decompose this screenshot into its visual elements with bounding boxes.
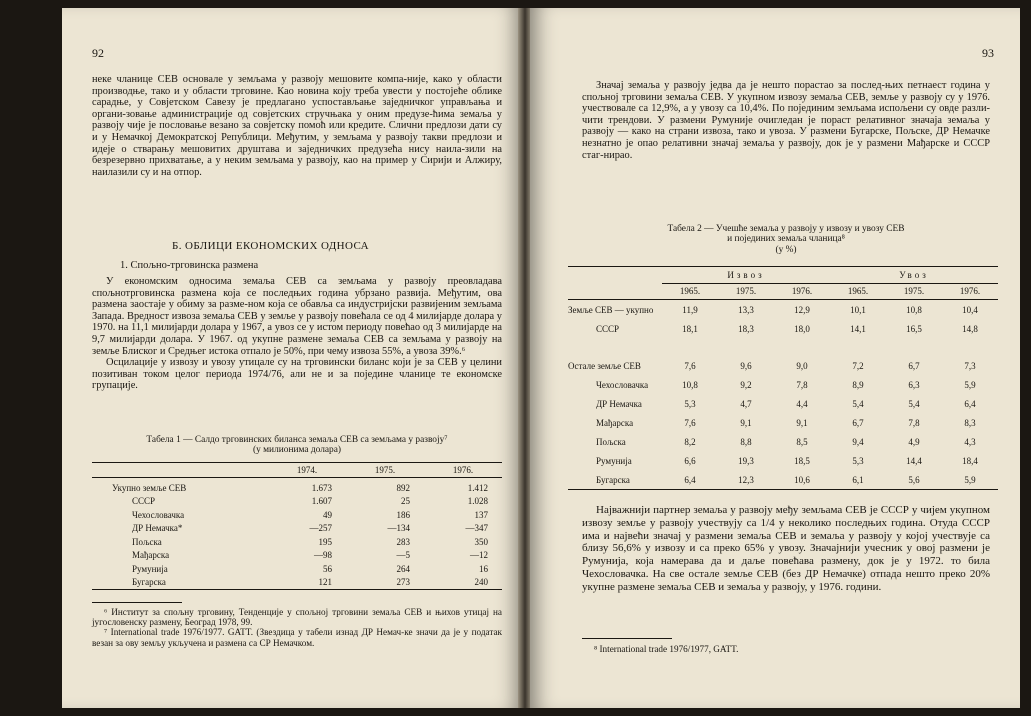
table2-caption: Табела 2 — Учешће земаља у развоју у извозу и увозу СЕВ и појединих земаља чланица⁸ (у %) — [667, 224, 905, 255]
page-number: 92 — [92, 46, 104, 60]
table-row — [568, 451, 998, 470]
cell-value: 9,4 — [852, 436, 864, 447]
cell-value: 18,0 — [794, 323, 810, 334]
group-export-header: Извоз — [662, 267, 830, 284]
body-text-lower: Најважнији партнер земаља у развоју међу земљама СЕВ је СССР у чијем укупном извозу земље у развоју учествују са 1/4 у неколико последњих година. Отуда СССР има и највећи значај у размени земаља СЕВ и земаља у развоју у којој учествује са близу 56,6% у извозу и са преко 65% у увозу. Значајнији учесник у овој размени је Румунија, која намерава да и даље повећава размену, док је у 1972. то била Чехословачка. На све остале земље СЕВ (без ДР Немачке) отпада нешто преко 20% укупне размене земаља СЕВ и земаља у развоју, у 1976. години. — [582, 504, 990, 593]
cell-value: 9,6 — [740, 360, 752, 371]
header-empty-cell — [92, 463, 268, 478]
cell-value: —98 — [314, 550, 332, 561]
left-page — [62, 8, 522, 708]
year-header: 1965. — [830, 283, 886, 300]
table-row — [92, 562, 502, 576]
row-label: Земље СЕВ — укупно — [568, 300, 662, 320]
table-row — [92, 549, 502, 563]
cell-value: 14,8 — [962, 323, 978, 334]
year-header: 1975. — [886, 283, 942, 300]
footnote-separator — [582, 638, 672, 639]
cell-value: 25 — [401, 496, 410, 507]
cell-value: 10,6 — [794, 474, 810, 485]
page-number: 93 — [982, 46, 994, 60]
cell-value: 18,1 — [682, 323, 698, 334]
table-bottom-row — [92, 590, 502, 591]
cell-value: 18,4 — [962, 455, 978, 466]
table-row — [92, 508, 502, 522]
table-row — [568, 300, 998, 320]
section-heading: Б. ОБЛИЦИ ЕКОНОМСКИХ ОДНОСА — [172, 240, 370, 252]
cell-value: 5,3 — [684, 398, 696, 409]
year-header: 1965. — [662, 283, 718, 300]
table-row — [568, 394, 998, 413]
row-label: Мађарска — [132, 550, 170, 561]
cell-value: 7,3 — [964, 360, 976, 371]
intro-paragraph: неке чланице СЕВ основале у земљама у развоју мешовите компа-није, како у области производње, тако и у области трговине. Као новина коју треба увести у постојеће облике сарадње, у Совјетском Савезу је предлагано успостављање заједничког управљања и органи-зовање администрације од совјетских стручњака у оним предузе-ћима земаља у развоју чије је пословање везано за совјетску помоћ или кредите. Слични предлози дати су и у Немачкој Демократској Републици. Међутим, у земљама у развоју такви предлози и идеје о стварању мешовитих друштава и заједничких предузећа нису наила-зили на безрезервно прихватање, а у неким земљама у развоју, као на пример у Сирији и Алжиру, наилазили су и на отпор. — [92, 74, 502, 178]
cell-value: 195 — [318, 536, 332, 547]
row-label: СССР — [596, 323, 620, 334]
cell-value: 1.607 — [311, 496, 332, 507]
cell-value: 6,6 — [684, 455, 696, 466]
row-label: Остале земље СЕВ — [568, 360, 641, 371]
row-label: ДР Немачка* — [132, 523, 183, 534]
cell-value: 4,9 — [908, 436, 920, 447]
row-label: Пољска — [596, 436, 626, 447]
cell-value: 121 — [318, 577, 332, 588]
cell-value: 137 — [474, 509, 488, 520]
cell-value: 6,1 — [852, 474, 864, 485]
cell-value: 6,4 — [684, 474, 696, 485]
row-label: Чехословачка — [596, 379, 649, 390]
cell-value: 6,7 — [908, 360, 920, 371]
cell-value: 6,7 — [852, 417, 864, 428]
cell-value: 4,4 — [796, 398, 808, 409]
cell-value: 19,3 — [738, 455, 754, 466]
table1-caption: Табела 1 — Салдо трговинских биланса земаља СЕВ са земљама у развоју⁷ (у милионима долара) — [146, 435, 448, 456]
row-label: Укупно земље СЕВ — [92, 478, 268, 495]
cell-value: 9,1 — [740, 417, 752, 428]
table-row — [568, 375, 998, 394]
row-label: ДР Немачка — [596, 398, 642, 409]
row-label: Бугарска — [132, 577, 166, 588]
cell-value: 5,6 — [908, 474, 920, 485]
row-label: Пољска — [132, 536, 162, 547]
cell-value: 6,4 — [964, 398, 976, 409]
table-row — [92, 478, 502, 495]
row-label: Румунија — [596, 455, 632, 466]
cell-value: 16,5 — [906, 323, 922, 334]
cell-value: 5,9 — [964, 474, 976, 485]
footnotes: ⁸ International trade 1976/1977, GATT. — [594, 644, 739, 654]
row-label: Бугарска — [596, 474, 630, 485]
table-header-row — [92, 463, 502, 478]
cell-value: 283 — [396, 536, 410, 547]
table-row — [568, 319, 998, 344]
cell-value: 8,2 — [684, 436, 696, 447]
cell-value: 1.673 — [268, 478, 346, 495]
table-row — [92, 535, 502, 549]
cell-value: 8,5 — [796, 436, 808, 447]
right-page — [530, 8, 1020, 708]
cell-value: 18,5 — [794, 455, 810, 466]
year-header: 1976. — [774, 283, 830, 300]
table-row — [568, 413, 998, 432]
table-group-header-row — [568, 267, 998, 284]
cell-value: 8,9 — [852, 379, 864, 390]
table-row — [92, 495, 502, 509]
cell-value: 7,8 — [796, 379, 808, 390]
cell-value: 12,3 — [738, 474, 754, 485]
cell-value: 5,9 — [964, 379, 976, 390]
cell-value: 7,6 — [684, 360, 696, 371]
cell-value: —12 — [470, 550, 488, 561]
cell-value: 11,9 — [662, 300, 718, 320]
cell-value: 350 — [474, 536, 488, 547]
table2 — [568, 266, 998, 490]
cell-value: 18,3 — [738, 323, 754, 334]
cell-value: 7,6 — [684, 417, 696, 428]
year-header: 1976. — [424, 463, 502, 478]
body-text: У економским односима земаља СЕВ са земљама у развоју преовладава спољнотрговинска размена која се последњих година убрзано развија. Међутим, ова размена заостаје у обиму за разме-ном која се обавља са индустријски развијеним земљама Запада. Вредност извоза земаља СЕВ у земље у развоју повећала се од 4 милијарде долара у 1970. на 11,1 милијарди долара у 1967, а увоз се у истом периоду повећао од 3 милијарде на 9,7 милијарди долара. У 1967. од укупне размене земаља СЕВ са земљама у развоју на земље Блиског и Средњег истока отпало је 50%, при чему извоза 55%, а увоза 39%.⁶ Осцилације у извозу и увозу утицале су на трговински биланс који је за СЕВ у целини позитиван током целог периода 1974/76, али не и за поједине чланице те економске групације. — [92, 276, 502, 392]
cell-value: 264 — [396, 563, 410, 574]
row-label: Мађарска — [596, 417, 634, 428]
cell-value: 8,3 — [964, 417, 976, 428]
cell-value: 240 — [474, 577, 488, 588]
cell-value: 7,8 — [908, 417, 920, 428]
cell-value: 4,3 — [964, 436, 976, 447]
table-row — [568, 344, 998, 375]
cell-value: 10,8 — [886, 300, 942, 320]
year-header: 1975. — [718, 283, 774, 300]
cell-value: —5 — [396, 550, 410, 561]
group-import-header: Увоз — [830, 267, 998, 284]
table-row — [568, 470, 998, 490]
cell-value: 49 — [323, 509, 332, 520]
row-label: Румунија — [132, 563, 168, 574]
cell-value: 9,2 — [740, 379, 752, 390]
cell-value: 14,4 — [906, 455, 922, 466]
cell-value: —257 — [309, 523, 332, 534]
cell-value: 7,2 — [852, 360, 864, 371]
table-bottom-row — [568, 490, 998, 491]
table-year-row — [568, 283, 998, 300]
table-row — [92, 576, 502, 590]
cell-value: 12,9 — [774, 300, 830, 320]
cell-value: 1.028 — [467, 496, 488, 507]
cell-value: 14,1 — [850, 323, 866, 334]
row-label: Чехословачка — [132, 509, 185, 520]
cell-value: —134 — [387, 523, 410, 534]
cell-value: 56 — [323, 563, 332, 574]
cell-value: 892 — [346, 478, 424, 495]
year-header: 1976. — [942, 283, 998, 300]
cell-value: 10,8 — [682, 379, 698, 390]
year-header: 1974. — [268, 463, 346, 478]
cell-value: 9,1 — [796, 417, 808, 428]
cell-value: 10,1 — [830, 300, 886, 320]
subsection-heading: 1. Спољно-трговинска размена — [120, 260, 259, 271]
header-empty-cell — [568, 283, 662, 300]
cell-value: 9,0 — [796, 360, 808, 371]
cell-value: 6,3 — [908, 379, 920, 390]
cell-value: 5,4 — [908, 398, 920, 409]
table1 — [92, 462, 502, 590]
cell-value: 8,8 — [740, 436, 752, 447]
cell-value: 13,3 — [718, 300, 774, 320]
year-header: 1975. — [346, 463, 424, 478]
body-text: Значај земаља у развоју једва да је нешто порастао за послед-њих петнаест година у спољној трговини земаља СЕВ. У укупном извозу земаља СЕВ, земље у развоју су у 1976. учествовале са 12,9%, а у увозу са 10,4%. По појединим земљама испољени су овде разли-чити трендови. У размени Румуније очигледан је пораст релативног значаја земаља у развоју — како на страни извоза, тако и увоза. У размени Бугарске, Пољске, ДР Немачке незнатно је опао релативни значај земаља у развоју, док је у размени Мађарске и СССР стаг-нирао. — [582, 80, 990, 161]
table-bottom-rule — [92, 590, 502, 591]
header-empty-cell — [568, 267, 662, 284]
cell-value: 16 — [479, 563, 488, 574]
row-label: СССР — [132, 496, 156, 507]
table-row — [92, 522, 502, 536]
footnotes: ⁶ Институт за спољну трговину, Тенденције у спољној трговини земаља СЕВ и њихов утицај на југословенску размену, Београд 1978, 99. ⁷ International trade 1976/1977. GATT. (Звездица у табели изнад ДР Немач-ке значи да је у податак везан за ову земљу укључена и размена са СР Немачком. — [92, 607, 502, 648]
cell-value: 10,4 — [942, 300, 998, 320]
cell-value: —347 — [465, 523, 488, 534]
table-row — [568, 432, 998, 451]
cell-value: 186 — [396, 509, 410, 520]
cell-value: 273 — [396, 577, 410, 588]
table-bottom-rule — [568, 490, 998, 491]
footnote-separator — [92, 602, 182, 603]
cell-value: 5,3 — [852, 455, 864, 466]
cell-value: 1.412 — [424, 478, 502, 495]
cell-value: 5,4 — [852, 398, 864, 409]
cell-value: 4,7 — [740, 398, 752, 409]
